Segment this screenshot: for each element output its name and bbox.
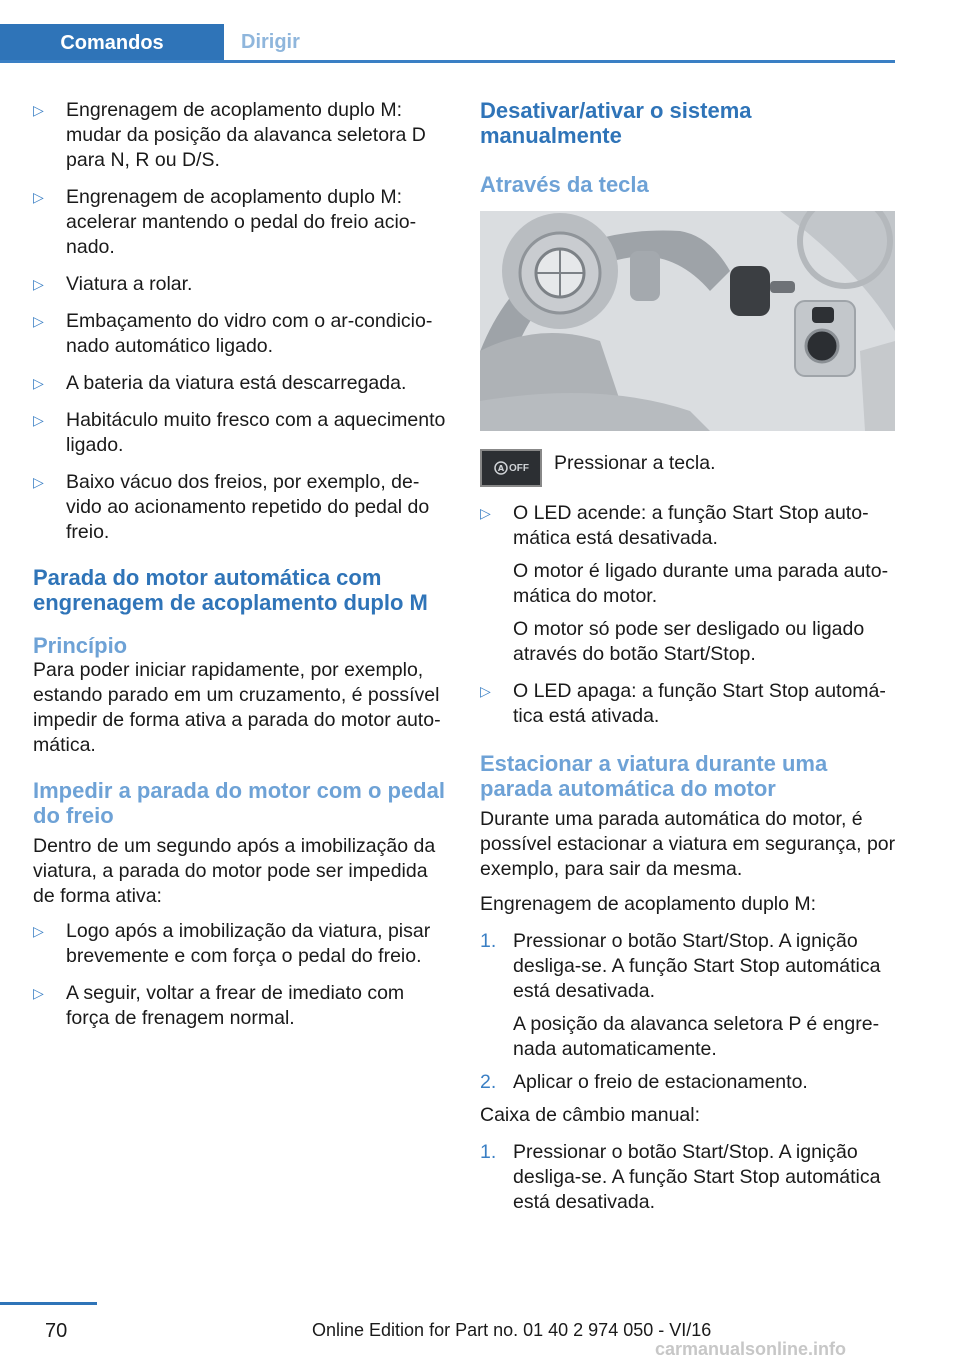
- auto-start-stop-icon: [493, 460, 509, 476]
- page-number: 70: [45, 1320, 68, 1342]
- list-item: ▷ Baixo vácuo dos freios, por exemplo, devido ao acionamento repetido do pedal do freio.: [33, 471, 430, 543]
- list-item: ▷ Engrenagem de acoplamento duplo M: acelerar mantendo o pedal do freio acionado.: [33, 186, 417, 258]
- triangle-bullet-icon: ▷: [33, 412, 44, 428]
- subsection-heading: Através da tecla: [480, 172, 649, 197]
- triangle-bullet-icon: ▷: [33, 474, 44, 490]
- list-item: ▷ Habitáculo muito fresco com a aquecimento ligado.: [33, 409, 446, 456]
- triangle-bullet-icon: ▷: [33, 375, 44, 391]
- button-icon-label: OFF: [509, 462, 529, 474]
- right-column: [480, 98, 896, 1223]
- triangle-bullet-icon: ▷: [480, 683, 491, 699]
- steering-wheel-illustration: [480, 211, 895, 431]
- edition-note: Online Edition for Part no. 01 40 2 974 050 - VI/16: [312, 1320, 712, 1340]
- steering-wheel-photo: [480, 211, 895, 431]
- section-heading: Parada do motor automática com engrenagem de acoplamento duplo M: [33, 565, 428, 615]
- svg-text:A: A: [497, 464, 505, 473]
- triangle-bullet-icon: ▷: [33, 189, 44, 205]
- list-item: ▷ A seguir, voltar a frear de imediato com força de frenagem normal.: [33, 982, 405, 1029]
- header-rule: [0, 60, 895, 63]
- paragraph: Dentro de um segundo após a imobilização da viatura, a parada do motor pode ser impedida de forma ativa:: [33, 835, 436, 907]
- paragraph: Para poder iniciar rapidamente, por exemplo, estando parado em um cruzamento, é possível impedir de forma ativa a parada do motor automática.: [33, 659, 441, 756]
- list-item: ▷ Viatura a rolar.: [33, 273, 193, 295]
- start-stop-off-button-icon: [480, 449, 542, 487]
- left-column: [33, 98, 447, 1043]
- button-caption-row: [480, 449, 896, 487]
- triangle-bullet-icon: ▷: [480, 505, 491, 521]
- subsection-heading: Impedir a parada do motor com o pedal do freio: [33, 778, 445, 828]
- list-item: ▷ O LED apaga: a função Start Stop automática está ativada.: [480, 680, 886, 727]
- list-item: ▷ Engrenagem de acoplamento duplo M: mudar da posição da alavanca seletora D para N, R ou D/S.: [33, 99, 426, 171]
- subsection-heading: Princípio: [33, 633, 128, 658]
- tab-dirigir[interactable]: Dirigir: [241, 30, 300, 53]
- list-item: ▷ O LED acende: a função Start Stop automática está desativada. O motor é ligado durante uma parada automática do motor. O motor só pode ser desligado ou ligado através do botão Start/Stop.: [480, 502, 889, 665]
- list-item: ▷ Logo após a imobilização da viatura, pisar brevemente e com força o pedal do freio.: [33, 920, 431, 967]
- triangle-bullet-icon: ▷: [33, 276, 44, 292]
- watermark: carmanualsonline.info: [655, 1339, 847, 1359]
- numbered-step: 2. Aplicar o freio de estacionamento.: [480, 1071, 808, 1093]
- tab-comandos[interactable]: Comandos: [0, 24, 224, 62]
- paragraph: Engrenagem de acoplamento duplo M:: [480, 893, 817, 915]
- triangle-bullet-icon: ▷: [33, 923, 44, 939]
- paragraph: Caixa de câmbio manual:: [480, 1104, 701, 1126]
- list-item: ▷ A bateria da viatura está descarregada.: [33, 372, 407, 394]
- numbered-step: 1. Pressionar o botão Start/Stop. A ignição desliga-se. A função Start Stop automática está desativada. A posição da alavanca seletora P é engrenada automaticamente.: [480, 930, 881, 1060]
- section-heading: Desativar/ativar o sistema manualmente: [480, 98, 752, 148]
- footer-rule: [0, 1302, 97, 1305]
- button-caption: Pressionar a tecla.: [554, 452, 716, 474]
- triangle-bullet-icon: ▷: [33, 102, 44, 118]
- paragraph: Durante uma parada automática do motor, é possível estacionar a viatura em segurança, por exemplo, para sair da mesma.: [480, 808, 896, 880]
- subsection-heading: Estacionar a viatura durante uma parada automática do motor: [480, 751, 828, 801]
- triangle-bullet-icon: ▷: [33, 313, 44, 329]
- numbered-step: 1. Pressionar o botão Start/Stop. A ignição desliga-se. A função Start Stop automática está desativada.: [480, 1141, 881, 1213]
- triangle-bullet-icon: ▷: [33, 985, 44, 1001]
- list-item: ▷ Embaçamento do vidro com o ar-condicionado automático ligado.: [33, 310, 433, 357]
